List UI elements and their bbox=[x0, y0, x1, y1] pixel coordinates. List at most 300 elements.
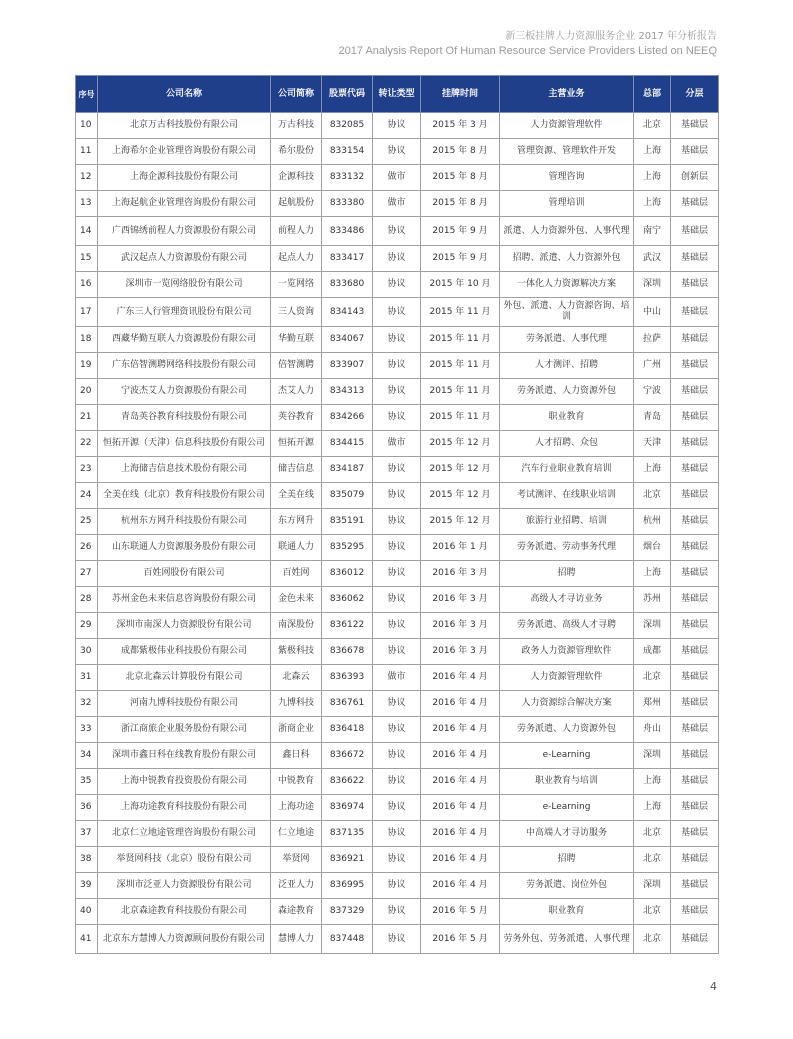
cell-main-business: 招聘 bbox=[500, 561, 634, 587]
cell-short-name: 鑫日科 bbox=[271, 743, 322, 769]
cell-hq: 北京 bbox=[634, 113, 671, 139]
cell-stock-code: 833380 bbox=[322, 191, 373, 217]
cell-transfer-type: 协议 bbox=[373, 405, 421, 431]
cell-hq: 郑州 bbox=[634, 691, 671, 717]
cell-no: 32 bbox=[76, 691, 98, 717]
cell-company-name: 北京仁立地途管理咨询股份有限公司 bbox=[98, 821, 271, 847]
cell-tier: 基础层 bbox=[671, 379, 719, 405]
cell-company-name: 西藏华勤互联人力资源股份有限公司 bbox=[98, 327, 271, 353]
cell-transfer-type: 协议 bbox=[373, 509, 421, 535]
header-no: 序号 bbox=[76, 76, 98, 113]
cell-transfer-type: 协议 bbox=[373, 925, 421, 954]
header-main-business: 主营业务 bbox=[500, 76, 634, 113]
cell-no: 12 bbox=[76, 165, 98, 191]
cell-company-name: 北京万古科技股份有限公司 bbox=[98, 113, 271, 139]
table-row bbox=[76, 246, 719, 272]
cell-short-name: 三人资询 bbox=[271, 298, 322, 327]
cell-listing-date: 2016 年 4 月 bbox=[421, 665, 500, 691]
cell-listing-date: 2015 年 8 月 bbox=[421, 191, 500, 217]
table-row bbox=[76, 165, 719, 191]
cell-no: 25 bbox=[76, 509, 98, 535]
cell-short-name: 起航股份 bbox=[271, 191, 322, 217]
cell-tier: 基础层 bbox=[671, 691, 719, 717]
cell-stock-code: 837329 bbox=[322, 899, 373, 925]
cell-transfer-type: 协议 bbox=[373, 483, 421, 509]
cell-company-name: 北京北森云计算股份有限公司 bbox=[98, 665, 271, 691]
cell-stock-code: 833132 bbox=[322, 165, 373, 191]
cell-no: 27 bbox=[76, 561, 98, 587]
table-row bbox=[76, 535, 719, 561]
cell-tier: 基础层 bbox=[671, 139, 719, 165]
cell-company-name: 上海储吉信息技术股份有限公司 bbox=[98, 457, 271, 483]
cell-listing-date: 2016 年 1 月 bbox=[421, 535, 500, 561]
table-row bbox=[76, 379, 719, 405]
cell-hq: 北京 bbox=[634, 665, 671, 691]
cell-company-name: 上海企源科技股份有限公司 bbox=[98, 165, 271, 191]
cell-no: 39 bbox=[76, 873, 98, 899]
cell-transfer-type: 协议 bbox=[373, 272, 421, 298]
cell-main-business: 人力资源管理软件 bbox=[500, 665, 634, 691]
cell-company-name: 深圳市一览网络股份有限公司 bbox=[98, 272, 271, 298]
cell-company-name: 广西锦绣前程人力资源股份有限公司 bbox=[98, 217, 271, 246]
cell-no: 22 bbox=[76, 431, 98, 457]
cell-main-business: 职业教育 bbox=[500, 899, 634, 925]
cell-listing-date: 2015 年 11 月 bbox=[421, 353, 500, 379]
cell-company-name: 北京森途教育科技股份有限公司 bbox=[98, 899, 271, 925]
table-row bbox=[76, 298, 719, 327]
cell-hq: 深圳 bbox=[634, 873, 671, 899]
cell-listing-date: 2015 年 8 月 bbox=[421, 139, 500, 165]
cell-short-name: 全美在线 bbox=[271, 483, 322, 509]
cell-listing-date: 2016 年 4 月 bbox=[421, 795, 500, 821]
cell-main-business: 劳务派遣、劳动事务代理 bbox=[500, 535, 634, 561]
cell-tier: 基础层 bbox=[671, 587, 719, 613]
cell-main-business: 人才招聘、众包 bbox=[500, 431, 634, 457]
cell-stock-code: 833154 bbox=[322, 139, 373, 165]
cell-tier: 基础层 bbox=[671, 457, 719, 483]
cell-short-name: 英谷教育 bbox=[271, 405, 322, 431]
page-number: 4 bbox=[710, 980, 717, 993]
cell-no: 37 bbox=[76, 821, 98, 847]
cell-stock-code: 833907 bbox=[322, 353, 373, 379]
cell-tier: 基础层 bbox=[671, 191, 719, 217]
cell-transfer-type: 做市 bbox=[373, 665, 421, 691]
cell-no: 34 bbox=[76, 743, 98, 769]
cell-no: 20 bbox=[76, 379, 98, 405]
cell-short-name: 起点人力 bbox=[271, 246, 322, 272]
cell-short-name: 泛亚人力 bbox=[271, 873, 322, 899]
cell-no: 35 bbox=[76, 769, 98, 795]
cell-short-name: 希尔股份 bbox=[271, 139, 322, 165]
cell-short-name: 万古科技 bbox=[271, 113, 322, 139]
cell-no: 23 bbox=[76, 457, 98, 483]
table-row bbox=[76, 769, 719, 795]
cell-hq: 杭州 bbox=[634, 509, 671, 535]
table-row bbox=[76, 899, 719, 925]
cell-short-name: 前程人力 bbox=[271, 217, 322, 246]
cell-hq: 武汉 bbox=[634, 246, 671, 272]
cell-hq: 北京 bbox=[634, 925, 671, 954]
cell-transfer-type: 协议 bbox=[373, 847, 421, 873]
cell-transfer-type: 协议 bbox=[373, 899, 421, 925]
cell-main-business: 中高端人才寻访服务 bbox=[500, 821, 634, 847]
table-row bbox=[76, 717, 719, 743]
cell-company-name: 全美在线（北京）教育科技股份有限公司 bbox=[98, 483, 271, 509]
cell-stock-code: 836974 bbox=[322, 795, 373, 821]
cell-tier: 基础层 bbox=[671, 847, 719, 873]
cell-listing-date: 2015 年 12 月 bbox=[421, 483, 500, 509]
cell-transfer-type: 协议 bbox=[373, 821, 421, 847]
cell-stock-code: 834067 bbox=[322, 327, 373, 353]
cell-no: 17 bbox=[76, 298, 98, 327]
cell-hq: 上海 bbox=[634, 769, 671, 795]
cell-main-business: 劳务外包、劳务派遣、人事代理 bbox=[500, 925, 634, 954]
cell-hq: 广州 bbox=[634, 353, 671, 379]
report-title-en: 2017 Analysis Report Of Human Resource Service Providers Listed on NEEQ bbox=[338, 45, 717, 57]
cell-hq: 深圳 bbox=[634, 613, 671, 639]
cell-hq: 北京 bbox=[634, 483, 671, 509]
cell-transfer-type: 协议 bbox=[373, 113, 421, 139]
cell-main-business: 职业教育 bbox=[500, 405, 634, 431]
cell-transfer-type: 协议 bbox=[373, 327, 421, 353]
cell-hq: 上海 bbox=[634, 165, 671, 191]
report-title-cn: 新三板挂牌人力资源服务企业 2017 年分析报告 bbox=[505, 31, 717, 42]
cell-listing-date: 2016 年 3 月 bbox=[421, 587, 500, 613]
cell-main-business: e-Learning bbox=[500, 795, 634, 821]
cell-transfer-type: 协议 bbox=[373, 246, 421, 272]
cell-no: 18 bbox=[76, 327, 98, 353]
cell-tier: 基础层 bbox=[671, 509, 719, 535]
table-row bbox=[76, 113, 719, 139]
table-row bbox=[76, 925, 719, 954]
cell-stock-code: 834266 bbox=[322, 405, 373, 431]
cell-company-name: 上海中锐教育投资股份有限公司 bbox=[98, 769, 271, 795]
cell-hq: 上海 bbox=[634, 139, 671, 165]
cell-short-name: 华勤互联 bbox=[271, 327, 322, 353]
cell-company-name: 上海希尔企业管理咨询股份有限公司 bbox=[98, 139, 271, 165]
cell-listing-date: 2015 年 12 月 bbox=[421, 509, 500, 535]
cell-main-business: 考试测评、在线职业培训 bbox=[500, 483, 634, 509]
cell-listing-date: 2016 年 3 月 bbox=[421, 613, 500, 639]
cell-listing-date: 2016 年 4 月 bbox=[421, 847, 500, 873]
cell-stock-code: 834313 bbox=[322, 379, 373, 405]
cell-listing-date: 2016 年 4 月 bbox=[421, 821, 500, 847]
cell-stock-code: 835079 bbox=[322, 483, 373, 509]
cell-stock-code: 836418 bbox=[322, 717, 373, 743]
cell-company-name: 青岛英谷教育科技股份有限公司 bbox=[98, 405, 271, 431]
cell-transfer-type: 做市 bbox=[373, 191, 421, 217]
cell-main-business: 管理培训 bbox=[500, 191, 634, 217]
cell-main-business: 汽车行业职业教育培训 bbox=[500, 457, 634, 483]
cell-listing-date: 2016 年 4 月 bbox=[421, 769, 500, 795]
cell-hq: 北京 bbox=[634, 821, 671, 847]
table-row bbox=[76, 847, 719, 873]
cell-stock-code: 833486 bbox=[322, 217, 373, 246]
cell-tier: 基础层 bbox=[671, 873, 719, 899]
cell-company-name: 上海起航企业管理咨询股份有限公司 bbox=[98, 191, 271, 217]
cell-listing-date: 2016 年 4 月 bbox=[421, 691, 500, 717]
cell-no: 19 bbox=[76, 353, 98, 379]
header-hq: 总部 bbox=[634, 76, 671, 113]
cell-transfer-type: 协议 bbox=[373, 353, 421, 379]
header-stock-code: 股票代码 bbox=[322, 76, 373, 113]
cell-short-name: 南深股份 bbox=[271, 613, 322, 639]
cell-tier: 基础层 bbox=[671, 639, 719, 665]
cell-short-name: 恒拓开源 bbox=[271, 431, 322, 457]
table-row bbox=[76, 217, 719, 246]
cell-main-business: 高级人才寻访业务 bbox=[500, 587, 634, 613]
cell-listing-date: 2016 年 3 月 bbox=[421, 561, 500, 587]
cell-stock-code: 836672 bbox=[322, 743, 373, 769]
cell-stock-code: 836622 bbox=[322, 769, 373, 795]
cell-transfer-type: 协议 bbox=[373, 795, 421, 821]
cell-hq: 北京 bbox=[634, 899, 671, 925]
table-row bbox=[76, 139, 719, 165]
cell-hq: 宁波 bbox=[634, 379, 671, 405]
cell-company-name: 百姓网股份有限公司 bbox=[98, 561, 271, 587]
cell-listing-date: 2015 年 9 月 bbox=[421, 246, 500, 272]
cell-tier: 创新层 bbox=[671, 165, 719, 191]
cell-tier: 基础层 bbox=[671, 298, 719, 327]
cell-short-name: 杰艾人力 bbox=[271, 379, 322, 405]
cell-transfer-type: 协议 bbox=[373, 298, 421, 327]
cell-main-business: 劳务派遣、人力资源外包 bbox=[500, 379, 634, 405]
table-row bbox=[76, 457, 719, 483]
cell-listing-date: 2015 年 3 月 bbox=[421, 113, 500, 139]
cell-hq: 烟台 bbox=[634, 535, 671, 561]
cell-no: 11 bbox=[76, 139, 98, 165]
cell-tier: 基础层 bbox=[671, 405, 719, 431]
cell-stock-code: 834415 bbox=[322, 431, 373, 457]
cell-company-name: 深圳市鑫日科在线教育股份有限公司 bbox=[98, 743, 271, 769]
cell-tier: 基础层 bbox=[671, 272, 719, 298]
cell-stock-code: 836678 bbox=[322, 639, 373, 665]
cell-tier: 基础层 bbox=[671, 769, 719, 795]
cell-company-name: 广东倍智测聘网络科技股份有限公司 bbox=[98, 353, 271, 379]
cell-stock-code: 834187 bbox=[322, 457, 373, 483]
cell-transfer-type: 做市 bbox=[373, 165, 421, 191]
cell-company-name: 河南九博科技股份有限公司 bbox=[98, 691, 271, 717]
cell-stock-code: 837448 bbox=[322, 925, 373, 954]
cell-stock-code: 833680 bbox=[322, 272, 373, 298]
table-row bbox=[76, 272, 719, 298]
cell-transfer-type: 协议 bbox=[373, 691, 421, 717]
table-row bbox=[76, 743, 719, 769]
cell-tier: 基础层 bbox=[671, 613, 719, 639]
cell-no: 41 bbox=[76, 925, 98, 954]
cell-main-business: 政务人力资源管理软件 bbox=[500, 639, 634, 665]
table-row bbox=[76, 639, 719, 665]
cell-main-business: 管理咨询 bbox=[500, 165, 634, 191]
cell-transfer-type: 做市 bbox=[373, 431, 421, 457]
table-header-row bbox=[76, 76, 719, 113]
cell-stock-code: 836122 bbox=[322, 613, 373, 639]
cell-stock-code: 832085 bbox=[322, 113, 373, 139]
cell-main-business: 人力资源综合解决方案 bbox=[500, 691, 634, 717]
cell-company-name: 苏州金色未来信息咨询股份有限公司 bbox=[98, 587, 271, 613]
cell-transfer-type: 协议 bbox=[373, 217, 421, 246]
cell-no: 38 bbox=[76, 847, 98, 873]
cell-listing-date: 2016 年 3 月 bbox=[421, 639, 500, 665]
cell-no: 31 bbox=[76, 665, 98, 691]
cell-stock-code: 835191 bbox=[322, 509, 373, 535]
cell-no: 30 bbox=[76, 639, 98, 665]
cell-listing-date: 2016 年 4 月 bbox=[421, 717, 500, 743]
cell-company-name: 浙江商旅企业服务股份有限公司 bbox=[98, 717, 271, 743]
table-row bbox=[76, 327, 719, 353]
cell-tier: 基础层 bbox=[671, 431, 719, 457]
cell-no: 28 bbox=[76, 587, 98, 613]
header-company-name: 公司名称 bbox=[98, 76, 271, 113]
cell-main-business: 劳务派遣、人事代理 bbox=[500, 327, 634, 353]
cell-stock-code: 836062 bbox=[322, 587, 373, 613]
cell-tier: 基础层 bbox=[671, 535, 719, 561]
table-row bbox=[76, 665, 719, 691]
cell-stock-code: 836995 bbox=[322, 873, 373, 899]
cell-main-business: 人力资源管理软件 bbox=[500, 113, 634, 139]
table-row bbox=[76, 587, 719, 613]
cell-main-business: 劳务派遣、岗位外包 bbox=[500, 873, 634, 899]
cell-tier: 基础层 bbox=[671, 217, 719, 246]
cell-main-business: 劳务派遣、高级人才寻聘 bbox=[500, 613, 634, 639]
cell-short-name: 百姓网 bbox=[271, 561, 322, 587]
cell-short-name: 储吉信息 bbox=[271, 457, 322, 483]
cell-hq: 上海 bbox=[634, 561, 671, 587]
cell-hq: 舟山 bbox=[634, 717, 671, 743]
cell-hq: 天津 bbox=[634, 431, 671, 457]
cell-hq: 上海 bbox=[634, 457, 671, 483]
cell-transfer-type: 协议 bbox=[373, 769, 421, 795]
cell-listing-date: 2015 年 9 月 bbox=[421, 217, 500, 246]
cell-stock-code: 837135 bbox=[322, 821, 373, 847]
cell-hq: 中山 bbox=[634, 298, 671, 327]
cell-transfer-type: 协议 bbox=[373, 561, 421, 587]
cell-company-name: 北京东方慧博人力资源顾问股份有限公司 bbox=[98, 925, 271, 954]
cell-no: 16 bbox=[76, 272, 98, 298]
cell-listing-date: 2016 年 5 月 bbox=[421, 925, 500, 954]
cell-no: 24 bbox=[76, 483, 98, 509]
cell-transfer-type: 协议 bbox=[373, 139, 421, 165]
cell-company-name: 深圳市泛亚人力资源股份有限公司 bbox=[98, 873, 271, 899]
cell-listing-date: 2015 年 10 月 bbox=[421, 272, 500, 298]
cell-short-name: 森途教育 bbox=[271, 899, 322, 925]
table-row bbox=[76, 191, 719, 217]
cell-short-name: 北森云 bbox=[271, 665, 322, 691]
cell-main-business: 旅游行业招聘、培训 bbox=[500, 509, 634, 535]
cell-company-name: 深圳市南深人力资源股份有限公司 bbox=[98, 613, 271, 639]
cell-short-name: 慧博人力 bbox=[271, 925, 322, 954]
cell-listing-date: 2016 年 5 月 bbox=[421, 899, 500, 925]
cell-short-name: 金色未来 bbox=[271, 587, 322, 613]
cell-no: 14 bbox=[76, 217, 98, 246]
cell-main-business: 劳务派遣、人力资源外包 bbox=[500, 717, 634, 743]
cell-stock-code: 836761 bbox=[322, 691, 373, 717]
cell-short-name: 一览网络 bbox=[271, 272, 322, 298]
cell-no: 33 bbox=[76, 717, 98, 743]
cell-main-business: 一体化人力资源解决方案 bbox=[500, 272, 634, 298]
cell-stock-code: 835295 bbox=[322, 535, 373, 561]
cell-tier: 基础层 bbox=[671, 743, 719, 769]
cell-main-business: 招聘、派遣、人力资源外包 bbox=[500, 246, 634, 272]
table-row bbox=[76, 483, 719, 509]
cell-tier: 基础层 bbox=[671, 561, 719, 587]
cell-transfer-type: 协议 bbox=[373, 717, 421, 743]
cell-stock-code: 836921 bbox=[322, 847, 373, 873]
cell-main-business: 招聘 bbox=[500, 847, 634, 873]
cell-short-name: 联通人力 bbox=[271, 535, 322, 561]
table-row bbox=[76, 691, 719, 717]
cell-tier: 基础层 bbox=[671, 925, 719, 954]
cell-listing-date: 2015 年 11 月 bbox=[421, 379, 500, 405]
cell-no: 36 bbox=[76, 795, 98, 821]
cell-short-name: 上海功途 bbox=[271, 795, 322, 821]
cell-short-name: 浙商企业 bbox=[271, 717, 322, 743]
cell-main-business: 职业教育与培训 bbox=[500, 769, 634, 795]
cell-company-name: 上海功途教育科技股份有限公司 bbox=[98, 795, 271, 821]
cell-tier: 基础层 bbox=[671, 821, 719, 847]
cell-no: 40 bbox=[76, 899, 98, 925]
cell-tier: 基础层 bbox=[671, 327, 719, 353]
table-row bbox=[76, 405, 719, 431]
cell-short-name: 中锐教育 bbox=[271, 769, 322, 795]
table-row bbox=[76, 873, 719, 899]
header-transfer-type: 转让类型 bbox=[373, 76, 421, 113]
cell-hq: 深圳 bbox=[634, 272, 671, 298]
cell-listing-date: 2015 年 8 月 bbox=[421, 165, 500, 191]
header-listing-date: 挂牌时间 bbox=[421, 76, 500, 113]
cell-short-name: 九博科技 bbox=[271, 691, 322, 717]
cell-tier: 基础层 bbox=[671, 899, 719, 925]
cell-transfer-type: 协议 bbox=[373, 457, 421, 483]
cell-company-name: 山东联通人力资源服务股份有限公司 bbox=[98, 535, 271, 561]
table-row bbox=[76, 821, 719, 847]
cell-company-name: 举贤网科技（北京）股份有限公司 bbox=[98, 847, 271, 873]
table-row bbox=[76, 509, 719, 535]
cell-tier: 基础层 bbox=[671, 113, 719, 139]
table-row bbox=[76, 561, 719, 587]
cell-main-business: 人才测评、招聘 bbox=[500, 353, 634, 379]
cell-transfer-type: 协议 bbox=[373, 613, 421, 639]
cell-short-name: 紫极科技 bbox=[271, 639, 322, 665]
cell-tier: 基础层 bbox=[671, 795, 719, 821]
cell-listing-date: 2016 年 4 月 bbox=[421, 743, 500, 769]
cell-tier: 基础层 bbox=[671, 717, 719, 743]
table-row bbox=[76, 431, 719, 457]
cell-no: 15 bbox=[76, 246, 98, 272]
cell-no: 26 bbox=[76, 535, 98, 561]
cell-main-business: 外包、派遣、人力资源咨询、培训 bbox=[500, 298, 634, 327]
cell-listing-date: 2015 年 11 月 bbox=[421, 298, 500, 327]
cell-stock-code: 834143 bbox=[322, 298, 373, 327]
table-row bbox=[76, 353, 719, 379]
cell-short-name: 举贤网 bbox=[271, 847, 322, 873]
cell-transfer-type: 协议 bbox=[373, 639, 421, 665]
cell-stock-code: 836393 bbox=[322, 665, 373, 691]
cell-short-name: 东方网升 bbox=[271, 509, 322, 535]
cell-no: 13 bbox=[76, 191, 98, 217]
cell-listing-date: 2015 年 12 月 bbox=[421, 431, 500, 457]
cell-hq: 南宁 bbox=[634, 217, 671, 246]
cell-transfer-type: 协议 bbox=[373, 587, 421, 613]
cell-company-name: 宁波杰艾人力资源股份有限公司 bbox=[98, 379, 271, 405]
table-row bbox=[76, 795, 719, 821]
cell-main-business: e-Learning bbox=[500, 743, 634, 769]
cell-hq: 拉萨 bbox=[634, 327, 671, 353]
cell-transfer-type: 协议 bbox=[373, 743, 421, 769]
cell-hq: 深圳 bbox=[634, 743, 671, 769]
table-body bbox=[76, 113, 719, 954]
header-tier: 分层 bbox=[671, 76, 719, 113]
